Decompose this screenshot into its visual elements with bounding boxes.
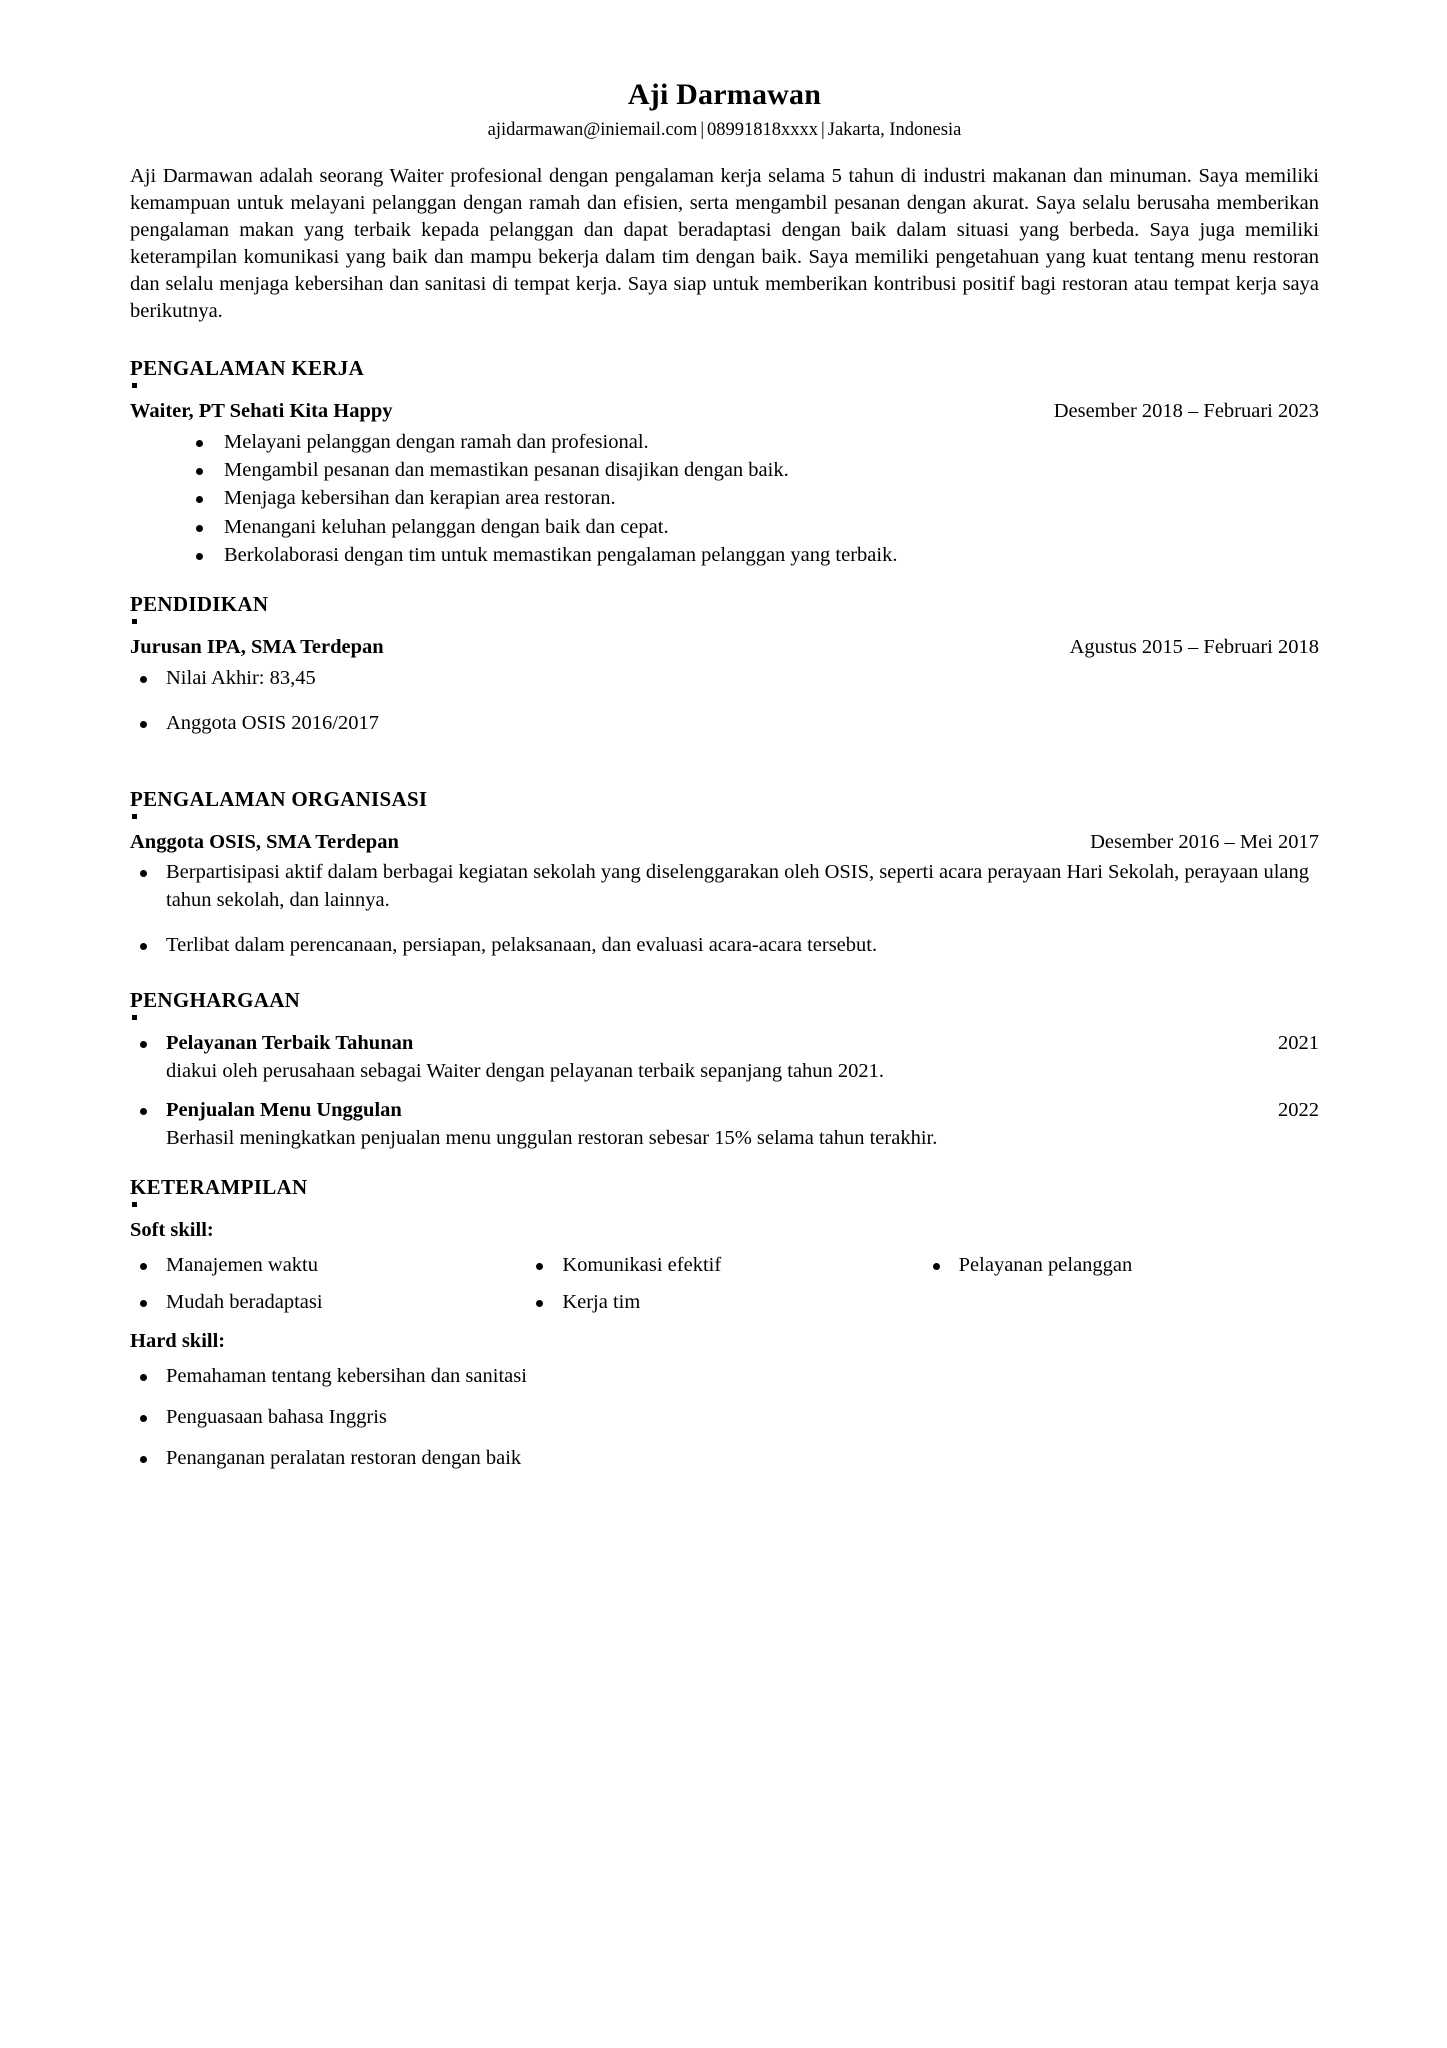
award-title: Penjualan Menu Unggulan [166,1099,402,1122]
list-item: Berpartisipasi aktif dalam berbagai kegiatan sekolah yang diselenggarakan oleh OSIS, seperti acara perayaan Hari Sekolah, perayaan ulang tahun sekolah, dan lainnya. [130,859,1319,914]
section-title-education: PENDIDIKAN [130,592,269,617]
award-year: 2022 [1278,1099,1319,1122]
award-year: 2021 [1278,1032,1319,1055]
list-item: Kerja tim [526,1289,922,1316]
list-item: Penanganan peralatan restoran dengan baik [130,1445,1319,1472]
education-entry-bullets [130,665,1319,738]
list-item: Mengambil pesanan dan memastikan pesanan disajikan dengan baik. [130,457,1319,484]
section-awards [130,987,1319,1152]
section-title-organisation-experience: PENGALAMAN ORGANISASI [130,786,428,811]
organisation-entry-bullets [130,859,1319,959]
award-item [130,1030,1319,1085]
list-item: Pemahaman tentang kebersihan dan sanitasi [130,1363,1319,1390]
award-item [130,1097,1319,1152]
list-item: Mudah beradaptasi [130,1289,526,1316]
contact-separator-2: | [821,119,825,140]
award-heading [166,1097,1319,1124]
work-entry-bullets [130,429,1319,569]
contact-phone: 08991818xxxx [707,119,819,140]
contact-email: ajidarmawan@iniemail.com [487,119,698,140]
section-title-work-experience: PENGALAMAN KERJA [130,355,365,380]
education-entry-date: Agustus 2015 – Februari 2018 [1069,636,1319,659]
list-item: Berkolaborasi dengan tim untuk memastikan pengalaman pelanggan yang terbaik. [130,542,1319,569]
contact-line [130,119,1319,141]
contact-location: Jakarta, Indonesia [827,119,962,140]
list-item: Melayani pelanggan dengan ramah dan profesional. [130,429,1319,456]
soft-skill-label: Soft skill: [130,1219,214,1242]
section-work-experience [130,355,1319,569]
list-item: Penguasaan bahasa Inggris [130,1404,1319,1431]
list-item: Manajemen waktu [130,1252,526,1279]
organisation-entry-heading [130,829,1319,856]
section-skills [130,1174,1319,1473]
list-item: Komunikasi efektif [526,1252,922,1279]
section-education [130,591,1319,737]
spacer [130,573,1319,591]
list-item: Anggota OSIS 2016/2017 [130,710,1319,737]
organisation-entry-title: Anggota OSIS, SMA Terdepan [130,830,399,853]
award-heading [166,1030,1319,1057]
list-item: Menjaga kebersihan dan kerapian area restoran. [130,485,1319,512]
candidate-name: Aji Darmawan [627,78,822,111]
work-entry-title: Waiter, PT Sehati Kita Happy [130,400,393,423]
education-entry-title: Jurusan IPA, SMA Terdepan [130,636,384,659]
organisation-entry-date: Desember 2016 – Mei 2017 [1090,830,1319,853]
soft-skill-grid [130,1252,1319,1327]
award-title: Pelayanan Terbaik Tahunan [166,1032,414,1055]
section-title-awards: PENGHARGAAN [130,988,301,1013]
section-title-skills: KETERAMPILAN [130,1174,308,1199]
section-dot-icon [132,383,137,388]
list-item: Terlibat dalam perencanaan, persiapan, pelaksanaan, dan evaluasi acara-acara tersebut. [130,932,1319,959]
section-dot-icon [132,619,137,624]
work-entry-date: Desember 2018 – Februari 2023 [1053,400,1319,423]
hard-skill-label: Hard skill: [130,1330,226,1353]
grid-filler [923,1289,1319,1326]
section-organisation-experience [130,786,1319,960]
list-item: Pelayanan pelanggan [923,1252,1319,1279]
work-entry-heading [130,398,1319,425]
section-dot-icon [132,814,137,819]
award-description: Berhasil meningkatkan penjualan menu unggulan restoran sebesar 15% selama tahun terakhir. [166,1126,938,1149]
section-dot-icon [132,1015,137,1020]
spacer [130,1164,1319,1174]
contact-separator-1: | [700,119,705,140]
education-entry-heading [130,634,1319,661]
spacer [130,756,1319,786]
list-item: Menangani keluhan pelanggan dengan baik dan cepat. [130,514,1319,541]
list-item: Nilai Akhir: 83,45 [130,665,1319,692]
hard-skill-list [130,1363,1319,1473]
spacer [130,977,1319,987]
professional-summary: Aji Darmawan adalah seorang Waiter profesional dengan pengalaman kerja selama 5 tahun di industri makanan dan minuman. Saya memiliki kemampuan untuk melayani pelanggan dengan ramah dan efisien, serta mengambil pesanan dengan akurat. Saya selalu berusaha memberikan pengalaman makan yang terbaik kepada pelanggan dan dapat beradaptasi dengan baik dalam situasi yang berbeda. Saya juga memiliki keterampilan komunikasi yang baik dan mampu bekerja dalam tim dengan baik. Saya memiliki pengetahuan yang kuat tentang menu restoran dan selalu menjaga kebersihan dan sanitasi di tempat kerja. Saya siap untuk memberikan kontribusi positif bagi restoran atau tempat kerja saya berikutnya. [130,164,1319,322]
award-description: diakui oleh perusahaan sebagai Waiter dengan pelayanan terbaik sepanjang tahun 2021. [166,1060,885,1083]
section-dot-icon [132,1202,137,1207]
